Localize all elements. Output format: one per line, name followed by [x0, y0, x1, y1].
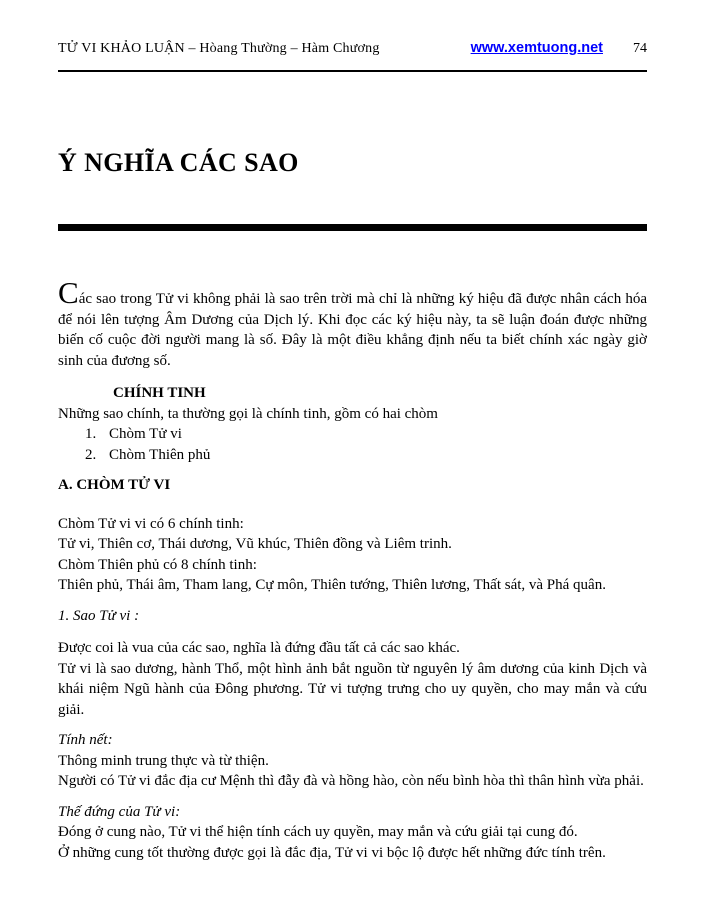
list-item-number: 2.: [85, 446, 97, 463]
website-link[interactable]: www.xemtuong.net: [470, 40, 603, 56]
intro-text: ác sao trong Tử vi không phải là sao trên trời mà chỉ là những ký hiệu đã được nhân cách hóa để nói lên tượng Âm Dương của Dịch lý. Khi đọc các ký hiệu này, ta sẽ luận đoán được những biến cố cuộc đời người mang là số. Đây là một điều khẳng định nếu ta biết chính xác ngày giờ sinh của đương số.: [58, 291, 647, 369]
body-paragraph: Tử vi là sao dương, hành Thổ, một hình ảnh bắt nguồn từ nguyên lý âm dương của kinh Dịch và khái niệm Ngũ hành của Đông phương. Tử vi tượng trưng cho uy quyền, cho may mắn và cứu giải.: [58, 660, 647, 718]
chapter-title: Ý NGHĨA CÁC SAO: [58, 148, 299, 177]
drop-cap-initial: C: [58, 275, 79, 310]
body-line: Ở những cung tốt thường được gọi là đắc địa, Tử vi vi bộc lộ được hết những đức tính trên.: [58, 844, 606, 861]
body-line: Tử vi, Thiên cơ, Thái dương, Vũ khúc, Thiên đồng và Liêm trinh.: [58, 536, 452, 552]
page-header: [58, 40, 647, 72]
body-line: Đóng ở cung nào, Tử vi thể hiện tính cách uy quyền, may mắn và cứu giải tại cung đó.: [58, 824, 578, 840]
section-chinh-tinh: [58, 383, 647, 465]
section-a-body: [58, 514, 647, 596]
body-line: Người có Tử vi đắc địa cư Mệnh thì đẫy đà và hồng hào, còn nếu bình hòa thì thân hình vừa phải.: [58, 773, 644, 789]
list-item-label: Chòm Thiên phủ: [109, 446, 211, 463]
sao-tu-vi-body: [58, 638, 647, 720]
list-item: [58, 424, 647, 445]
tinh-net-heading: Tính nết:: [58, 732, 113, 748]
header-title: TỬ VI KHẢO LUẬN – Hòang Thường – Hàm Chương: [58, 41, 380, 56]
body-line: Thông minh trung thực và từ thiện.: [58, 752, 269, 769]
the-dung-heading: Thế đứng của Tử vi:: [58, 803, 181, 820]
tinh-net-section: [58, 730, 647, 792]
body-line: Thiên phủ, Thái âm, Tham lang, Cự môn, Thiên tướng, Thiên lương, Thất sát, và Phá quân.: [58, 577, 606, 593]
chinh-tinh-heading: CHÍNH TINH: [113, 385, 206, 401]
list-item-number: 1.: [85, 426, 97, 442]
body-line: Chòm Tử vi vi có 6 chính tinh:: [58, 515, 244, 532]
list-item-label: Chòm Tử vi: [109, 426, 182, 442]
list-item: [58, 445, 647, 466]
intro-paragraph: [58, 275, 647, 371]
the-dung-section: [58, 802, 647, 864]
page-number: 74: [633, 41, 647, 56]
body-line: Được coi là vua của các sao, nghĩa là đứng đầu tất cả các sao khác.: [58, 640, 460, 656]
divider-bar: [58, 224, 647, 231]
body-line: Chòm Thiên phủ có 8 chính tinh:: [58, 556, 257, 573]
sao-tu-vi-heading: 1. Sao Tử vi :: [58, 607, 140, 624]
document-body: [58, 275, 647, 863]
chinh-tinh-lead: Những sao chính, ta thường gọi là chính tinh, gồm có hai chòm: [58, 405, 438, 422]
section-a-heading: A. CHÒM TỬ VI: [58, 477, 171, 493]
